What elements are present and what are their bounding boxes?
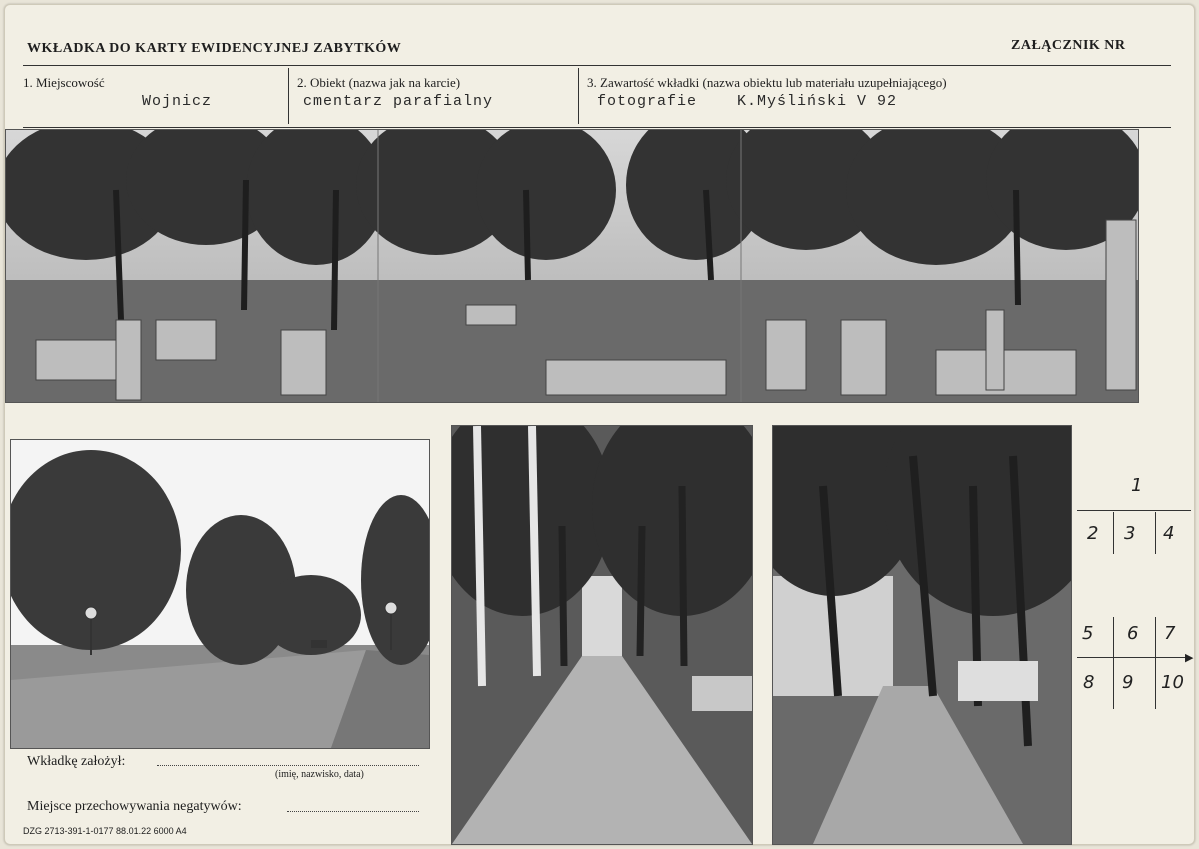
created-by-hint: (imię, nazwisko, data) [275, 769, 364, 780]
index-vrule-3 [1113, 617, 1114, 709]
field-divider-2 [578, 68, 579, 124]
photo-cemetery-alley-image [452, 426, 752, 844]
photo-cemetery-path-image [773, 426, 1071, 844]
photo-index-6: 6 [1127, 623, 1139, 644]
photo-cemetery-alley [451, 425, 753, 845]
photo-index-9: 9 [1122, 672, 1134, 693]
photo-index-10: 10 [1161, 672, 1184, 693]
index-arrow-icon: ▶ [1185, 652, 1194, 664]
index-rule-2 [1077, 657, 1189, 658]
photo-index-2: 2 [1087, 523, 1099, 544]
photo-index-3: 3 [1124, 523, 1136, 544]
created-by-label: Wkładkę założył: [27, 754, 126, 769]
page-title: WKŁADKA DO KARTY EWIDENCYJNEJ ZABYTKÓW [27, 41, 402, 56]
index-rule-1 [1077, 510, 1191, 511]
photo-roadside [10, 439, 430, 749]
photo-index-7: 7 [1164, 623, 1176, 644]
locality-label: 1. Miejscowość [23, 75, 105, 90]
header-rule-bottom [23, 127, 1171, 128]
print-code: DZG 2713-391-1-0177 88.01.22 6000 A4 [23, 826, 187, 836]
annex-label: ZAŁĄCZNIK NR [1011, 38, 1126, 53]
inventory-insert-card [4, 4, 1195, 845]
photo-index-1: 1 [1131, 475, 1143, 496]
photo-index-8: 8 [1083, 672, 1095, 693]
index-vrule-4 [1155, 617, 1156, 709]
index-vrule-2 [1155, 512, 1156, 554]
photo-index-4: 4 [1163, 523, 1175, 544]
photo-roadside-image [11, 440, 429, 748]
photo-cemetery-path [772, 425, 1072, 845]
negatives-line [287, 811, 419, 812]
contents-label: 3. Zawartość wkładki (nazwa obiektu lub materiału uzupełniającego) [587, 75, 947, 90]
photo-cemetery-panorama-image [6, 130, 1138, 402]
field-divider-1 [288, 68, 289, 124]
photo-index-5: 5 [1082, 623, 1094, 644]
object-value: cmentarz parafialny [303, 93, 494, 110]
negatives-label: Miejsce przechowywania negatywów: [27, 799, 242, 814]
photo-cemetery-panorama [5, 129, 1139, 403]
created-by-line [157, 765, 419, 766]
contents-value: fotografie K.Myśliński V 92 [597, 93, 898, 110]
header-rule-top [23, 65, 1171, 66]
index-vrule-1 [1113, 512, 1114, 554]
locality-value: Wojnicz [142, 93, 213, 110]
object-label: 2. Obiekt (nazwa jak na karcie) [297, 75, 461, 90]
